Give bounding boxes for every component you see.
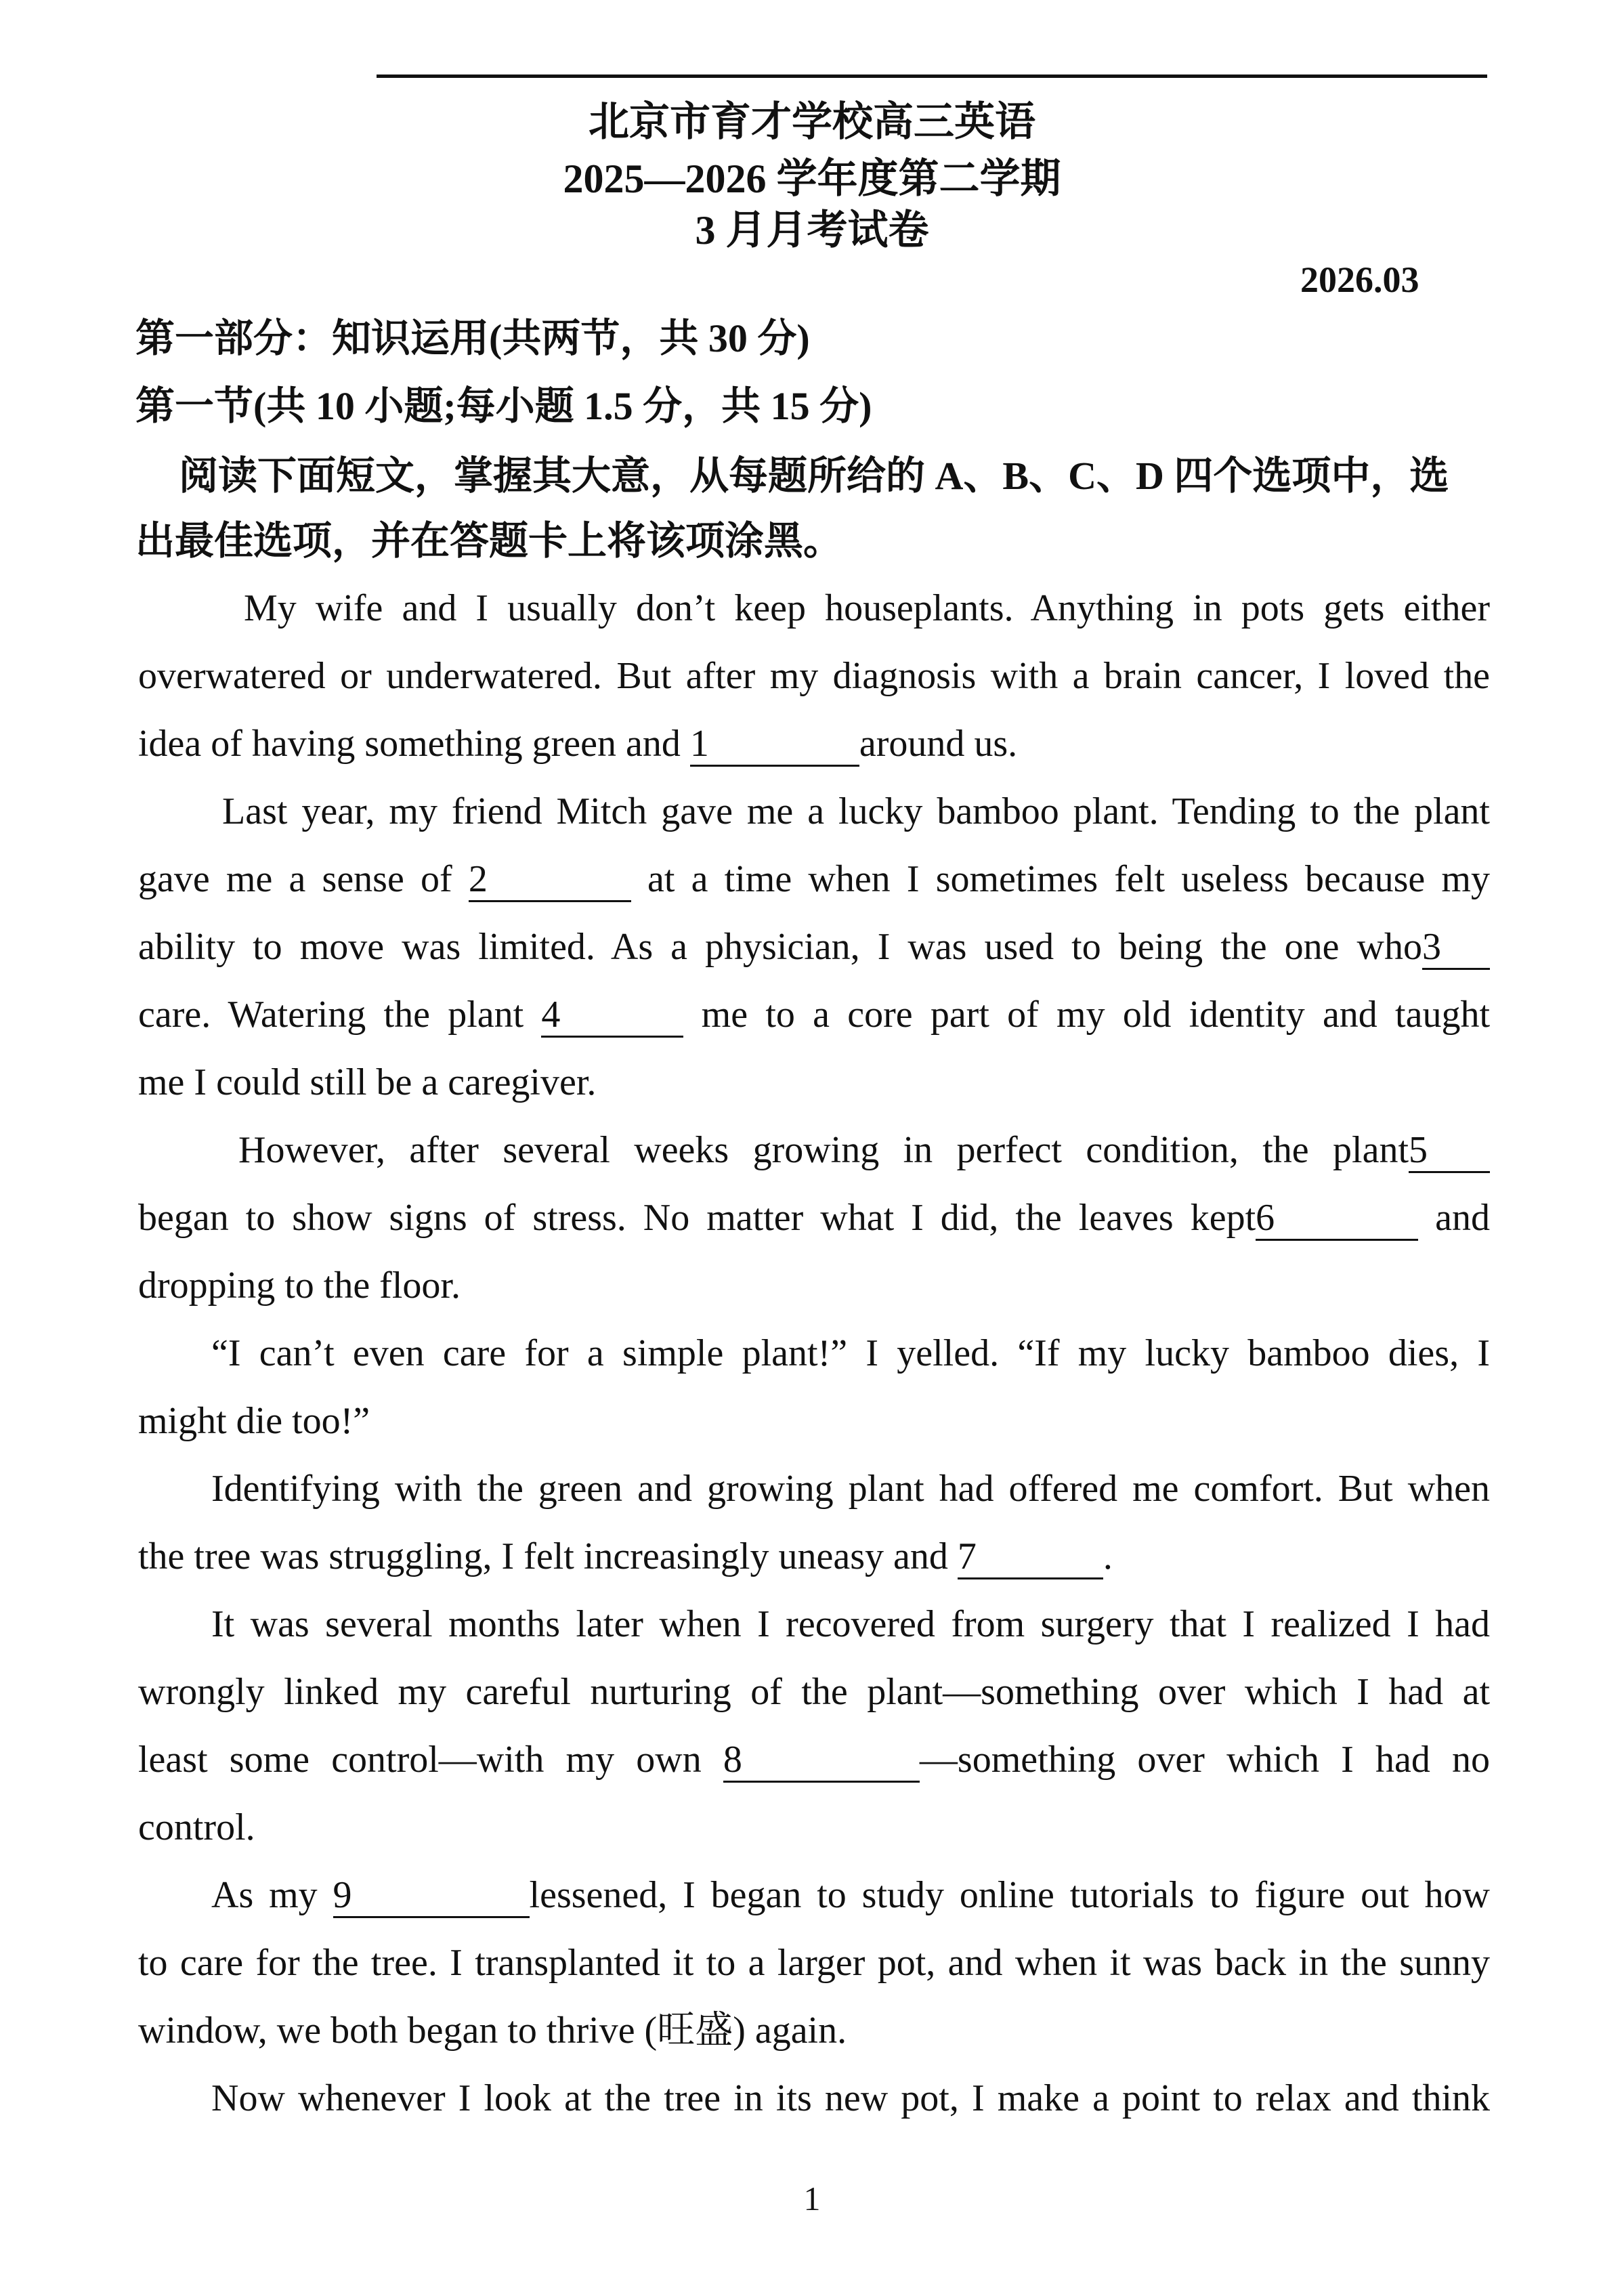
blank-2: 2 — [469, 858, 631, 902]
passage-line: overwatered or underwatered. But after my diagnosis with a brain cancer, I loved the — [138, 655, 1490, 697]
passage-line: to care for the tree. I transplanted it to a larger pot, and when it was back in the sunny — [138, 1942, 1490, 1984]
passage-line: Last year, my friend Mitch gave me a lucky bamboo plant. Tending to the plant — [222, 790, 1490, 832]
passage-line: ability to move was limited. As a physician, I was used to being the one who3 — [138, 921, 1490, 973]
passage-line: the tree was struggling, I felt increasingly uneasy and 7 . — [138, 1531, 1490, 1582]
blank-7: 7 — [958, 1535, 1103, 1579]
passage-line: wrongly linked my careful nurturing of the plant—something over which I had at — [138, 1671, 1490, 1713]
top-rule — [377, 75, 1487, 78]
passage-line: began to show signs of stress. No matter what I did, the leaves kept6 and — [138, 1192, 1490, 1244]
blank-3: 3 — [1422, 926, 1490, 970]
passage-line: As my 9 lessened, I began to study online tutorials to figure out how — [211, 1869, 1490, 1921]
blank-9: 9 — [333, 1874, 530, 1918]
passage-line: gave me a sense of 2 at a time when I sometimes felt useless because my — [138, 853, 1490, 905]
passage-line: Identifying with the green and growing plant had offered me comfort. But when — [211, 1468, 1490, 1510]
passage-line: However, after several weeks growing in perfect condition, the plant5 — [238, 1124, 1490, 1176]
blank-4: 4 — [541, 994, 683, 1038]
passage-line: window, we both began to thrive (旺盛) again. — [138, 2010, 847, 2052]
page-number: 1 — [803, 2180, 821, 2217]
exam-title-school: 北京市育才学校高三英语 — [589, 100, 1035, 144]
passage-line: might die too!” — [138, 1400, 370, 1442]
passage-line: It was several months later when I recovered from surgery that I realized I had — [211, 1603, 1490, 1645]
passage-line: least some control—with my own 8 —something over which I had no — [138, 1734, 1490, 1785]
blank-8: 8 — [723, 1739, 920, 1783]
blank-6: 6 — [1256, 1197, 1418, 1241]
exam-title-name: 3 月月考试卷 — [695, 208, 929, 253]
instruction-line-2: 出最佳选项，并在答题卡上将该项涂黑。 — [135, 519, 843, 563]
instruction-line-1: 阅读下面短文，掌握其大意，从每题所给的 A、B、C、D 四个选项中，选 — [179, 454, 1449, 498]
passage-line: control. — [138, 1806, 255, 1848]
passage-line: me I could still be a caregiver. — [138, 1061, 597, 1103]
passage-line: dropping to the floor. — [138, 1265, 461, 1307]
blank-5: 5 — [1409, 1129, 1490, 1173]
passage-line: “I can’t even care for a simple plant!” I yelled. “If my lucky bamboo dies, I — [211, 1332, 1490, 1374]
passage-line: idea of having something green and 1 around us. — [138, 718, 1490, 769]
passage-line: Now whenever I look at the tree in its new pot, I make a point to relax and think — [211, 2077, 1490, 2119]
subsection-heading: 第一节(共 10 小题;每小题 1.5 分，共 15 分) — [135, 384, 872, 428]
passage-line: care. Watering the plant 4 me to a core part of my old identity and taught — [138, 989, 1490, 1040]
exam-title-term: 2025—2026 学年度第二学期 — [563, 156, 1061, 201]
part-heading: 第一部分：知识运用(共两节，共 30 分) — [135, 316, 810, 360]
blank-1: 1 — [690, 723, 859, 767]
exam-date: 2026.03 — [1300, 259, 1419, 300]
passage-line: My wife and I usually don’t keep houseplants. Anything in pots gets either — [244, 587, 1490, 629]
